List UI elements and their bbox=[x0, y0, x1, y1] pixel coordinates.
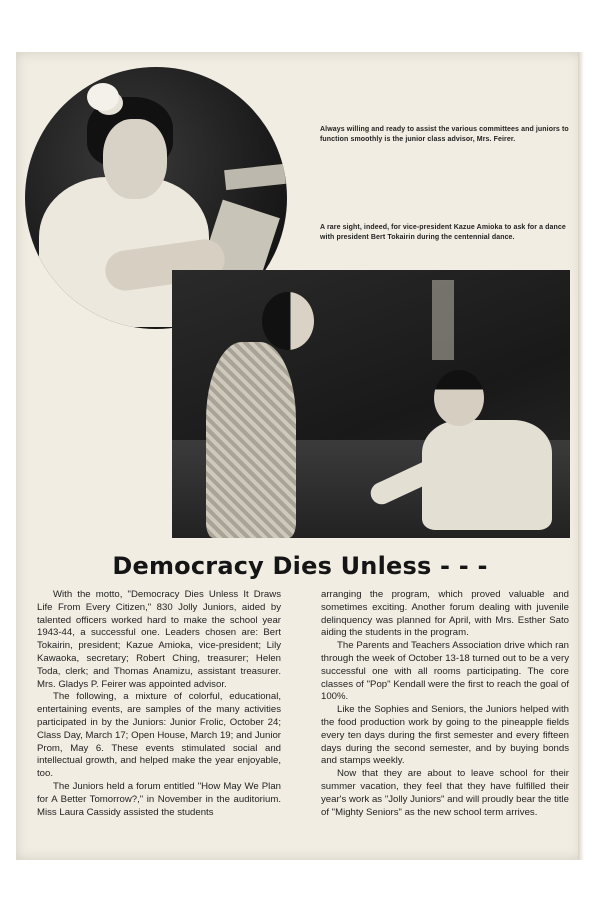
paragraph: The following, a mixture of colorful, educational, entertaining events, are samples of the many activities participated in by the Juniors: Junior Frolic, October 24; Class Day, March 17; Open House, March 19; and Junior Prom, May 6. These events stimulated social and intellectual growth, and helped make the year enjoyable, too. bbox=[37, 691, 281, 780]
page-edge bbox=[578, 52, 584, 860]
paragraph: The Juniors held a forum entitled "How May We Plan for A Better Tomorrow?," in November in the auditorium. Miss Laura Cassidy assisted the students bbox=[37, 780, 281, 818]
article-headline: Democracy Dies Unless - - - bbox=[112, 552, 488, 580]
left-column bbox=[37, 589, 281, 819]
right-column bbox=[321, 589, 569, 819]
paragraph: With the motto, "Democracy Dies Unless It Draws Life From Every Citizen," 830 Jolly Juniors, aided by talented officers worked hard to make the school year 1943-44, a successful one. Leaders chosen are: Bert Tokairin, president; Kazue Amioka, vice-president; Lily Kawaoka, secretary; Robert Ching, treasurer; Helen Toda, clerk; and Thomas Anamizu, assistant treasurer. Mrs. Gladys P. Feirer was appointed advisor. bbox=[37, 589, 281, 690]
paragraph: arranging the program, which proved valuable and sometimes exciting. Another forum dealing with juvenile delinquency was planned for April, with Mrs. Esther Sato aiding the students in the program. bbox=[321, 589, 569, 639]
advisor-caption: Always willing and ready to assist the various committees and juniors to function smoothly is the junior class advisor, Mrs. Feirer. bbox=[320, 126, 569, 143]
dance-caption: A rare sight, indeed, for vice-president Kazue Amioka to ask for a dance with president Bert Tokairin during the centennial dance. bbox=[320, 224, 566, 241]
dance-photo bbox=[172, 270, 570, 538]
paragraph: Like the Sophies and Seniors, the Juniors helped with the food production work by going to the pineapple fields every ten days during the first semester and every fifteen days during the second semester, and by buying bonds and stamps weekly. bbox=[321, 704, 569, 767]
paragraph: The Parents and Teachers Association drive which ran through the week of October 13-18 turned out to be a very successful one with all rooms participating. The core classes of "Pop" Kendall were the first to reach the goal of 100%. bbox=[321, 640, 569, 703]
paragraph: Now that they are about to leave school for their summer vacation, they feel that they have fulfilled their year's work as "Jolly Juniors" and will proudly bear the title of "Mighty Seniors" as the new school term arrives. bbox=[321, 768, 569, 818]
